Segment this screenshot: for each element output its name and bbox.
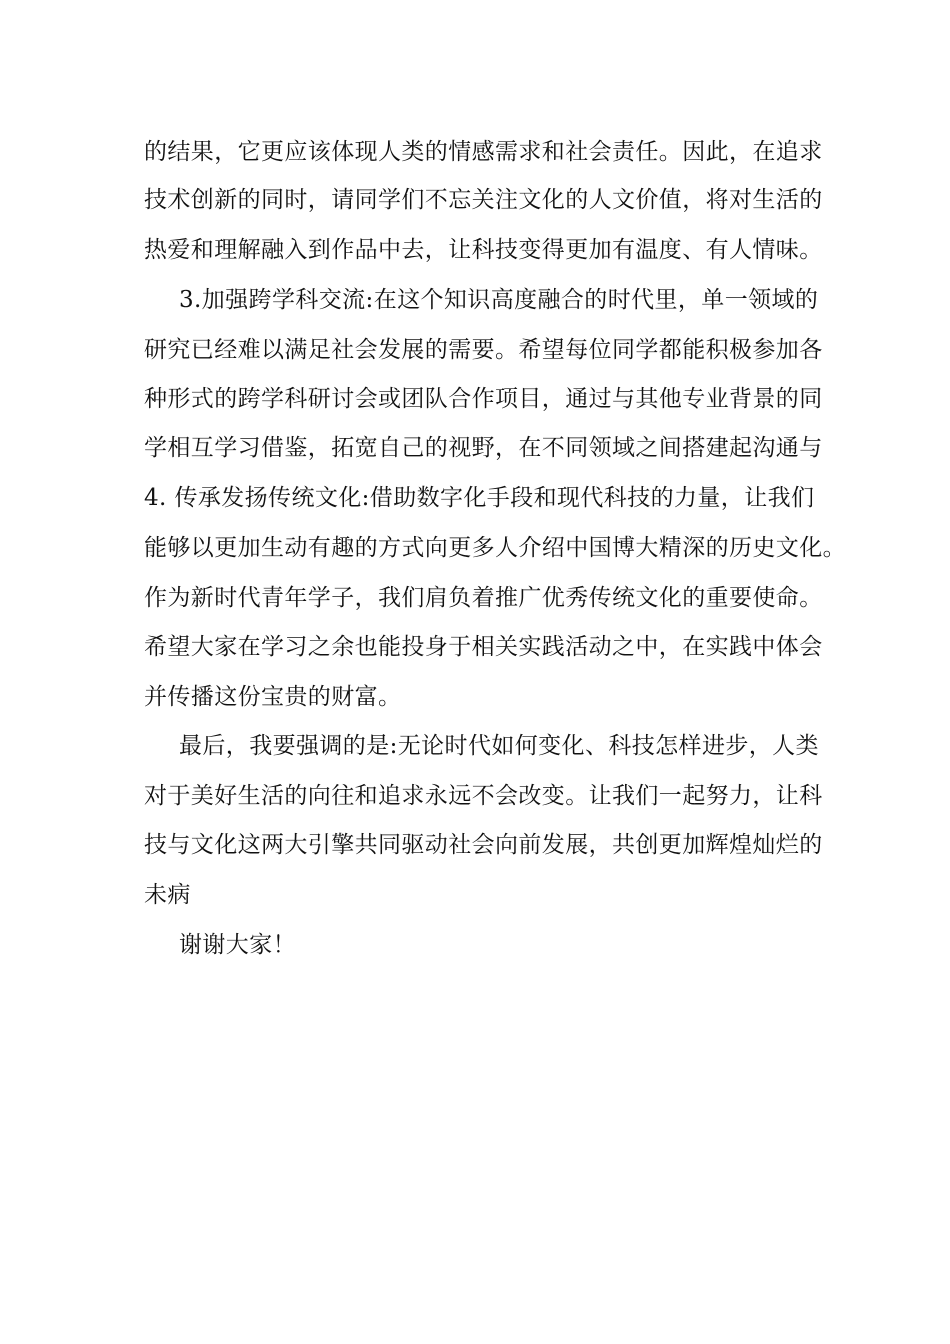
text-line: 4. 传承发扬传统文化:借助数字化手段和现代科技的力量，让我们 bbox=[144, 485, 815, 511]
text-line: 3.加强跨学科交流:在这个知识高度融合的时代里，单一领域的 bbox=[179, 287, 819, 313]
text-line: 对于美好生活的向往和追求永远不会改变。让我们一起努力，让科 bbox=[144, 783, 823, 809]
text-line: 热爱和理解融入到作品中去，让科技变得更加有温度、有人情味。 bbox=[144, 237, 823, 263]
text-line: 作为新时代青年学子，我们肩负着推广优秀传统文化的重要使命。 bbox=[144, 585, 823, 611]
text-line: 希望大家在学习之余也能投身于相关实践活动之中，在实践中体会 bbox=[144, 634, 823, 660]
text-line: 技与文化这两大引擎共同驱动社会向前发展，共创更加辉煌灿烂的 bbox=[144, 832, 823, 858]
text-line: 未病 bbox=[144, 882, 191, 908]
text-line: 的结果，它更应该体现人类的情感需求和社会责任。因此，在追求 bbox=[144, 139, 823, 165]
text-line: 学相互学习借鉴，拓宽自己的视野，在不同领域之间搭建起沟通与 bbox=[144, 435, 823, 461]
text-line: 并传播这份宝贵的财富。 bbox=[144, 684, 402, 710]
text-line: 技术创新的同时，请同学们不忘关注文化的人文价值，将对生活的 bbox=[144, 187, 823, 213]
text-line: 最后，我要强调的是:无论时代如何变化、科技怎样进步，人类 bbox=[179, 733, 819, 759]
text-line: 能够以更加生动有趣的方式向更多人介绍中国博大精深的历史文化。 bbox=[144, 535, 846, 561]
text-line: 谢谢大家！ bbox=[179, 932, 296, 958]
text-line: 研究已经难以满足社会发展的需要。希望每位同学都能积极参加各 bbox=[144, 337, 823, 363]
text-line: 种形式的跨学科研讨会或团队合作项目，通过与其他专业背景的同 bbox=[144, 386, 823, 412]
